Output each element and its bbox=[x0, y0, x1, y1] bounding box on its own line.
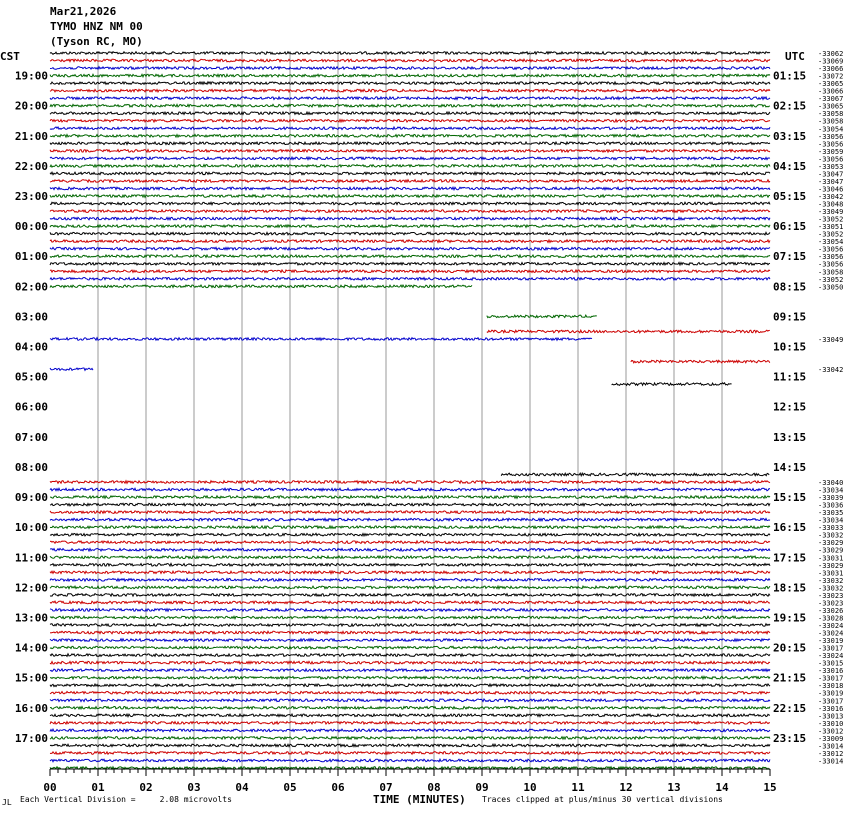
trace-offset-value: -33042 bbox=[818, 366, 844, 375]
trace-offset-value: -33014 bbox=[818, 757, 844, 766]
utc-hour-label: 10:15 bbox=[773, 340, 807, 354]
x-tick-label: 09 bbox=[475, 781, 489, 794]
seismic-trace bbox=[50, 150, 770, 153]
trace-offset-value: -33029 bbox=[818, 561, 844, 570]
trace-offset-value: -33056 bbox=[818, 245, 844, 254]
trace-offset-value: -33026 bbox=[818, 606, 844, 615]
seismic-trace bbox=[50, 67, 770, 70]
trace-offset-value: -33009 bbox=[818, 734, 844, 743]
utc-hour-label: 16:15 bbox=[773, 521, 807, 535]
utc-hour-label: 02:15 bbox=[773, 99, 807, 113]
trace-offset-value: -33042 bbox=[818, 193, 844, 201]
utc-hour-label: 14:15 bbox=[773, 460, 807, 474]
trace-offset-value: -33072 bbox=[818, 72, 844, 81]
header-location: (Tyson RC, MO) bbox=[50, 35, 143, 48]
utc-hour-label: 06:15 bbox=[773, 220, 807, 234]
trace-offset-value: -33032 bbox=[818, 531, 844, 540]
utc-hour-label: 13:15 bbox=[773, 430, 807, 444]
trace-offset-value: -33024 bbox=[818, 652, 844, 661]
seismic-trace bbox=[50, 119, 770, 122]
seismic-trace bbox=[50, 74, 770, 77]
x-tick-label: 02 bbox=[139, 781, 153, 794]
trace-offset-value: -33049 bbox=[818, 208, 844, 217]
trace-offset-value: -33065 bbox=[818, 102, 844, 111]
x-tick-label: 14 bbox=[715, 781, 729, 794]
trace-offset-value: -33049 bbox=[818, 336, 844, 344]
utc-hour-label: 03:15 bbox=[773, 129, 807, 143]
trace-offset-value: -33033 bbox=[818, 524, 844, 533]
trace-offset-value: -33052 bbox=[818, 230, 844, 239]
seismic-trace bbox=[50, 624, 770, 627]
seismic-trace bbox=[50, 157, 770, 160]
x-tick-label: 06 bbox=[331, 781, 345, 794]
seismic-trace bbox=[501, 473, 769, 476]
utc-hour-label: 08:15 bbox=[773, 280, 807, 294]
x-tick-label: 15 bbox=[763, 781, 777, 794]
cst-hour-label: 13:00 bbox=[14, 611, 48, 625]
trace-offset-value: -33034 bbox=[818, 486, 844, 495]
trace-offset-value: -33013 bbox=[818, 712, 844, 721]
trace-offset-value: -33062 bbox=[818, 50, 844, 58]
trace-offset-value: -33058 bbox=[818, 268, 844, 277]
seismic-trace bbox=[50, 661, 770, 664]
cst-hour-label: 15:00 bbox=[14, 671, 48, 685]
trace-offset-value: -33056 bbox=[818, 260, 844, 269]
seismic-trace bbox=[50, 277, 770, 280]
utc-hour-label: 20:15 bbox=[773, 641, 807, 655]
trace-offset-value: -33017 bbox=[818, 697, 844, 706]
seismic-trace bbox=[50, 601, 770, 604]
seismic-trace bbox=[50, 496, 770, 499]
trace-offset-value: -33053 bbox=[818, 162, 844, 171]
seismic-trace bbox=[50, 706, 770, 709]
seismic-trace bbox=[50, 616, 770, 619]
seismic-trace bbox=[50, 112, 770, 115]
cst-hour-label: 10:00 bbox=[14, 521, 48, 535]
trace-offset-value: -33056 bbox=[818, 155, 844, 164]
seismic-trace bbox=[50, 571, 770, 574]
trace-offset-value: -33066 bbox=[818, 65, 844, 74]
x-tick-label: 11 bbox=[571, 781, 585, 794]
seismic-trace bbox=[50, 541, 770, 544]
cst-hour-label: 03:00 bbox=[14, 310, 48, 324]
seismic-trace bbox=[50, 503, 770, 506]
cst-hour-label: 23:00 bbox=[14, 190, 48, 203]
trace-offset-value: -33012 bbox=[818, 727, 844, 736]
seismic-trace bbox=[50, 646, 770, 649]
seismic-trace bbox=[50, 737, 770, 740]
seismic-trace bbox=[50, 533, 770, 536]
seismic-trace bbox=[50, 669, 770, 672]
cst-hour-label: 02:00 bbox=[14, 280, 48, 294]
seismic-trace bbox=[50, 52, 770, 55]
cst-hour-label: 09:00 bbox=[14, 491, 48, 505]
seismic-trace bbox=[50, 481, 770, 484]
seismic-trace bbox=[50, 752, 770, 755]
seismic-trace bbox=[50, 232, 770, 235]
utc-hour-label: 17:15 bbox=[773, 551, 807, 565]
x-tick-label: 12 bbox=[619, 781, 633, 794]
trace-offset-value: -33024 bbox=[818, 622, 844, 630]
seismic-trace bbox=[50, 759, 770, 762]
seismic-trace bbox=[50, 165, 770, 168]
seismic-trace bbox=[50, 225, 770, 228]
seismic-trace bbox=[50, 89, 770, 92]
clip-note: Traces clipped at plus/minus 30 vertical divisions bbox=[482, 795, 723, 804]
cst-hour-label: 14:00 bbox=[14, 641, 48, 655]
seismic-trace bbox=[50, 82, 770, 85]
trace-offset-value: -33032 bbox=[818, 576, 844, 585]
utc-hour-label: 05:15 bbox=[773, 190, 807, 203]
trace-offset-value: -33010 bbox=[818, 719, 844, 728]
seismic-trace bbox=[50, 609, 770, 612]
left-timezone-label: CST bbox=[0, 50, 20, 63]
trace-offset-value: -33036 bbox=[818, 501, 844, 510]
seismic-trace bbox=[50, 187, 770, 190]
cst-hour-label: 22:00 bbox=[14, 159, 48, 173]
trace-offset-value: -33058 bbox=[818, 110, 844, 119]
seismic-trace bbox=[631, 360, 770, 363]
seismic-trace bbox=[50, 563, 770, 566]
trace-offset-value: -33051 bbox=[818, 223, 844, 232]
seismic-trace bbox=[50, 172, 770, 175]
trace-offset-value: -33039 bbox=[818, 494, 844, 503]
seismic-trace bbox=[50, 368, 93, 370]
header-station: TYMO HNZ NM 00 bbox=[50, 20, 143, 33]
trace-offset-value: -33016 bbox=[818, 667, 844, 676]
trace-offset-value: -33024 bbox=[818, 629, 844, 638]
cst-hour-label: 06:00 bbox=[14, 400, 48, 414]
trace-offset-value: -33017 bbox=[818, 644, 844, 653]
seismic-trace bbox=[487, 315, 597, 318]
trace-offset-value: -33040 bbox=[818, 479, 844, 487]
cst-hour-label: 21:00 bbox=[14, 129, 48, 143]
trace-offset-value: -33031 bbox=[818, 554, 844, 563]
x-tick-label: 00 bbox=[43, 781, 57, 794]
cst-hour-label: 07:00 bbox=[14, 430, 48, 444]
trace-offset-value: -33031 bbox=[818, 569, 844, 578]
seismic-trace bbox=[50, 262, 770, 265]
trace-offset-value: -33046 bbox=[818, 185, 844, 194]
utc-hour-label: 11:15 bbox=[773, 370, 807, 384]
seismic-trace bbox=[50, 511, 770, 514]
trace-offset-value: -33052 bbox=[818, 275, 844, 284]
corner-mark: JL bbox=[2, 798, 12, 807]
x-tick-label: 03 bbox=[187, 781, 201, 794]
trace-offset-value: -33047 bbox=[818, 170, 844, 179]
seismic-trace bbox=[50, 579, 770, 582]
seismic-trace bbox=[50, 240, 770, 243]
seismic-trace bbox=[50, 684, 770, 687]
cst-hour-label: 11:00 bbox=[14, 551, 48, 565]
trace-offset-value: -33054 bbox=[818, 238, 844, 247]
trace-offset-value: -33056 bbox=[818, 132, 844, 141]
cst-hour-label: 17:00 bbox=[14, 731, 48, 745]
seismic-trace bbox=[50, 142, 770, 145]
trace-offset-value: -33056 bbox=[818, 253, 844, 262]
utc-hour-label: 15:15 bbox=[773, 491, 807, 505]
trace-offset-value: -33056 bbox=[818, 140, 844, 149]
seismic-trace bbox=[50, 488, 770, 491]
utc-hour-label: 18:15 bbox=[773, 581, 807, 595]
trace-offset-value: -33048 bbox=[818, 200, 844, 209]
seismic-trace bbox=[50, 134, 770, 137]
cst-hour-label: 08:00 bbox=[14, 460, 48, 474]
seismic-trace bbox=[50, 97, 770, 100]
seismic-trace bbox=[50, 255, 770, 258]
trace-offset-value: -33054 bbox=[818, 125, 844, 134]
seismic-trace bbox=[50, 676, 770, 679]
utc-hour-label: 23:15 bbox=[773, 731, 807, 745]
seismic-trace bbox=[50, 714, 770, 717]
trace-offset-value: -33067 bbox=[818, 95, 844, 104]
utc-hour-label: 07:15 bbox=[773, 250, 807, 264]
trace-offset-value: -33029 bbox=[818, 539, 844, 548]
trace-offset-value: -33019 bbox=[818, 689, 844, 698]
scale-note: Each Vertical Division = 2.08 microvolts bbox=[20, 795, 232, 804]
utc-hour-label: 09:15 bbox=[773, 310, 807, 324]
utc-hour-label: 04:15 bbox=[773, 159, 807, 173]
trace-offset-value: -33059 bbox=[818, 147, 844, 156]
seismic-trace bbox=[50, 180, 770, 183]
cst-hour-label: 19:00 bbox=[14, 69, 48, 83]
x-tick-label: 10 bbox=[523, 781, 537, 794]
seismic-trace bbox=[50, 338, 592, 341]
seismic-trace bbox=[50, 210, 770, 213]
trace-offset-value: -33047 bbox=[818, 177, 844, 186]
cst-hour-label: 20:00 bbox=[14, 99, 48, 113]
seismic-trace bbox=[50, 744, 770, 747]
trace-offset-value: -33012 bbox=[818, 749, 844, 758]
seismic-trace bbox=[50, 639, 770, 642]
seismic-trace bbox=[487, 330, 770, 333]
seismic-trace bbox=[50, 270, 770, 273]
cst-hour-label: 04:00 bbox=[14, 340, 48, 354]
seismic-trace bbox=[50, 729, 770, 732]
x-tick-label: 01 bbox=[91, 781, 105, 794]
seismic-trace bbox=[50, 104, 770, 107]
utc-hour-label: 19:15 bbox=[773, 611, 807, 625]
cst-hour-label: 12:00 bbox=[14, 581, 48, 595]
trace-offset-value: -33058 bbox=[818, 117, 844, 126]
trace-offset-value: -33069 bbox=[818, 57, 844, 66]
seismic-trace bbox=[50, 722, 770, 725]
x-tick-label: 04 bbox=[235, 781, 249, 794]
seismic-trace bbox=[50, 691, 770, 694]
seismic-trace bbox=[50, 548, 770, 551]
trace-offset-value: -33052 bbox=[818, 215, 844, 224]
seismic-trace bbox=[50, 217, 770, 220]
trace-offset-value: -33023 bbox=[818, 591, 844, 600]
x-axis-label: TIME (MINUTES) bbox=[373, 793, 466, 806]
seismic-trace bbox=[50, 285, 472, 288]
trace-offset-value: -33016 bbox=[818, 704, 844, 713]
x-tick-label: 08 bbox=[427, 781, 441, 794]
seismic-trace bbox=[50, 202, 770, 205]
seismic-trace bbox=[50, 654, 770, 657]
cst-hour-label: 01:00 bbox=[14, 250, 48, 264]
cst-hour-label: 05:00 bbox=[14, 370, 48, 384]
seismic-trace bbox=[50, 59, 770, 62]
trace-offset-value: -33032 bbox=[818, 584, 844, 593]
utc-hour-label: 21:15 bbox=[773, 671, 807, 685]
right-timezone-label: UTC bbox=[785, 50, 805, 63]
trace-offset-value: -33034 bbox=[818, 516, 844, 525]
seismic-trace bbox=[50, 699, 770, 702]
trace-offset-value: -33050 bbox=[818, 283, 844, 292]
cst-hour-label: 00:00 bbox=[14, 220, 48, 234]
seismic-trace bbox=[50, 247, 770, 250]
trace-offset-value: -33018 bbox=[818, 682, 844, 691]
utc-hour-label: 22:15 bbox=[773, 701, 807, 715]
trace-offset-value: -33019 bbox=[818, 637, 844, 646]
utc-hour-label: 01:15 bbox=[773, 69, 807, 83]
seismic-trace bbox=[50, 631, 770, 634]
trace-offset-value: -33015 bbox=[818, 659, 844, 668]
trace-offset-value: -33066 bbox=[818, 87, 844, 96]
trace-offset-value: -33065 bbox=[818, 80, 844, 89]
seismic-trace bbox=[50, 195, 770, 198]
trace-offset-value: -33014 bbox=[818, 742, 844, 751]
header-date: Mar21,2026 bbox=[50, 5, 117, 18]
seismic-trace bbox=[50, 518, 770, 521]
seismic-trace bbox=[612, 383, 732, 386]
x-tick-label: 07 bbox=[379, 781, 393, 794]
trace-offset-value: -33023 bbox=[818, 599, 844, 608]
trace-offset-value: -33029 bbox=[818, 546, 844, 555]
trace-offset-value: -33017 bbox=[818, 674, 844, 683]
seismic-trace bbox=[50, 586, 770, 589]
cst-hour-label: 16:00 bbox=[14, 701, 48, 715]
seismic-trace bbox=[50, 127, 770, 130]
x-tick-label: 13 bbox=[667, 781, 681, 794]
seismic-trace bbox=[50, 594, 770, 597]
trace-offset-value: -33028 bbox=[818, 614, 844, 623]
trace-offset-value: -33035 bbox=[818, 509, 844, 518]
seismic-trace bbox=[50, 526, 770, 529]
seismic-trace bbox=[50, 556, 770, 559]
utc-hour-label: 12:15 bbox=[773, 400, 807, 414]
x-tick-label: 05 bbox=[283, 781, 297, 794]
